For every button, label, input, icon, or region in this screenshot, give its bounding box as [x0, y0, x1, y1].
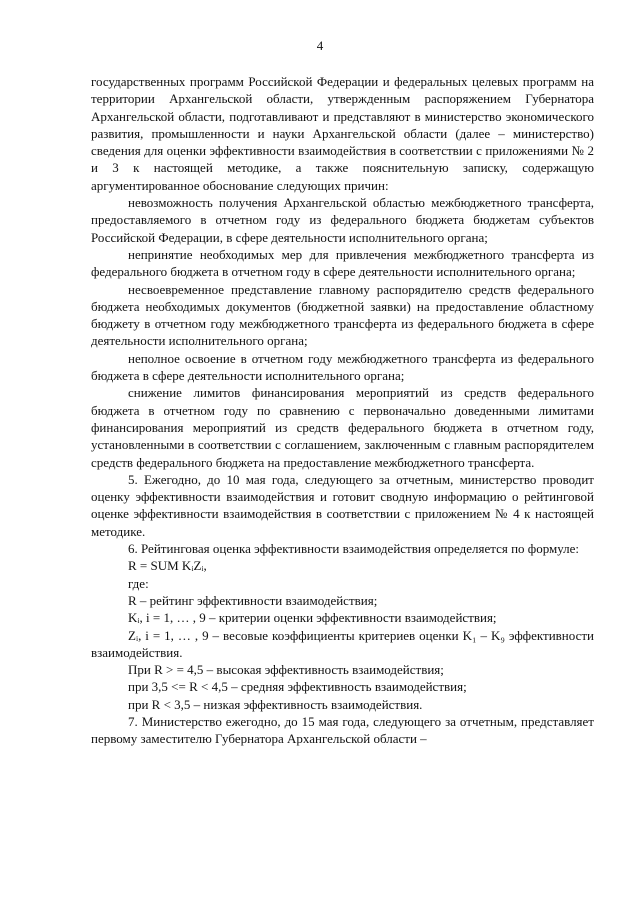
paragraph-item-7: 7. Министерство ежегодно, до 15 мая года, следующего за отчетным, представляет первому заместителю Губернатора Архангельской области – — [91, 713, 594, 747]
formula-line: R = SUM KᵢZᵢ, — [128, 558, 207, 574]
paragraph-item-5: 5. Ежегодно, до 10 мая года, следующего за отчетным, министерство проводит оценку эффективности взаимодействия и готовит сводную информацию о рейтинговой оценке эффективности взаимодействия в соответствии с приложением № 4 к настоящей методике. — [91, 471, 594, 539]
formula-where: где: — [128, 575, 149, 591]
definition-z: Zᵢ, i = 1, … , 9 – весовые коэффициенты критериев оценки K₁ – K₉ эффективности взаимодействия. — [91, 627, 594, 660]
paragraph-reason-3: несвоевременное представление главному распорядителю средств федерального бюджета необходимых документов (бюджетной заявки) на предоставление областному бюджету в отчетном году межбюджетного трансферта из федерального бюджета в сфере деятельности исполнительного органа; — [91, 281, 594, 349]
document-body — [91, 73, 594, 748]
paragraph-intro: государственных программ Российской Федерации и федеральных целевых программ на территории Архангельской области, утвержденным распоряжением Губернатора Архангельской области, подготавливают и представляют в министерство экономического развития, промышленности и науки Архангельской области (далее – министерство) сведения для оценки эффективности взаимодействия в соответствии с приложениями № 2 и 3 к настоящей методике, а также пояснительную записку, содержащую аргументированное обоснование следующих причин: — [91, 74, 594, 193]
definition-k: Kᵢ, i = 1, … , 9 – критерии оценки эффективности взаимодействия; — [128, 610, 497, 626]
paragraph-reason-5: снижение лимитов финансирования мероприятий из средств федерального бюджета в отчетном году по сравнению с первоначально доведенными лимитами финансирования мероприятий из средств федерального бюджета в отчетном году, установленными в соответствии с соглашением, заключенным с главным распорядителем средств федерального бюджета на предоставление межбюджетного трансферта. — [91, 385, 594, 470]
page-number: 4 — [316, 38, 324, 53]
paragraph-reason-2: непринятие необходимых мер для привлечения межбюджетного трансферта из федерального бюджета в отчетном году в сфере деятельности исполнительного органа; — [91, 246, 594, 280]
paragraph-reason-1: невозможность получения Архангельской областью межбюджетного трансферта, предоставляемого в отчетном году из федерального бюджета бюджетам субъектов Российской Федерации, в сфере деятельности исполнительного органа; — [91, 195, 594, 245]
threshold-high: При R > = 4,5 – высокая эффективность взаимодействия; — [128, 662, 444, 678]
threshold-low: при R < 3,5 – низкая эффективность взаимодействия. — [128, 696, 423, 712]
paragraph-reason-4: неполное освоение в отчетном году межбюджетного трансферта из федерального бюджета в сфере деятельности исполнительного органа; — [91, 350, 594, 384]
threshold-medium: при 3,5 <= R < 4,5 – средняя эффективность взаимодействия; — [128, 679, 467, 695]
definition-r: R – рейтинг эффективности взаимодействия; — [128, 592, 378, 608]
paragraph-item-6: 6. Рейтинговая оценка эффективности взаимодействия определяется по формуле: — [128, 541, 580, 557]
